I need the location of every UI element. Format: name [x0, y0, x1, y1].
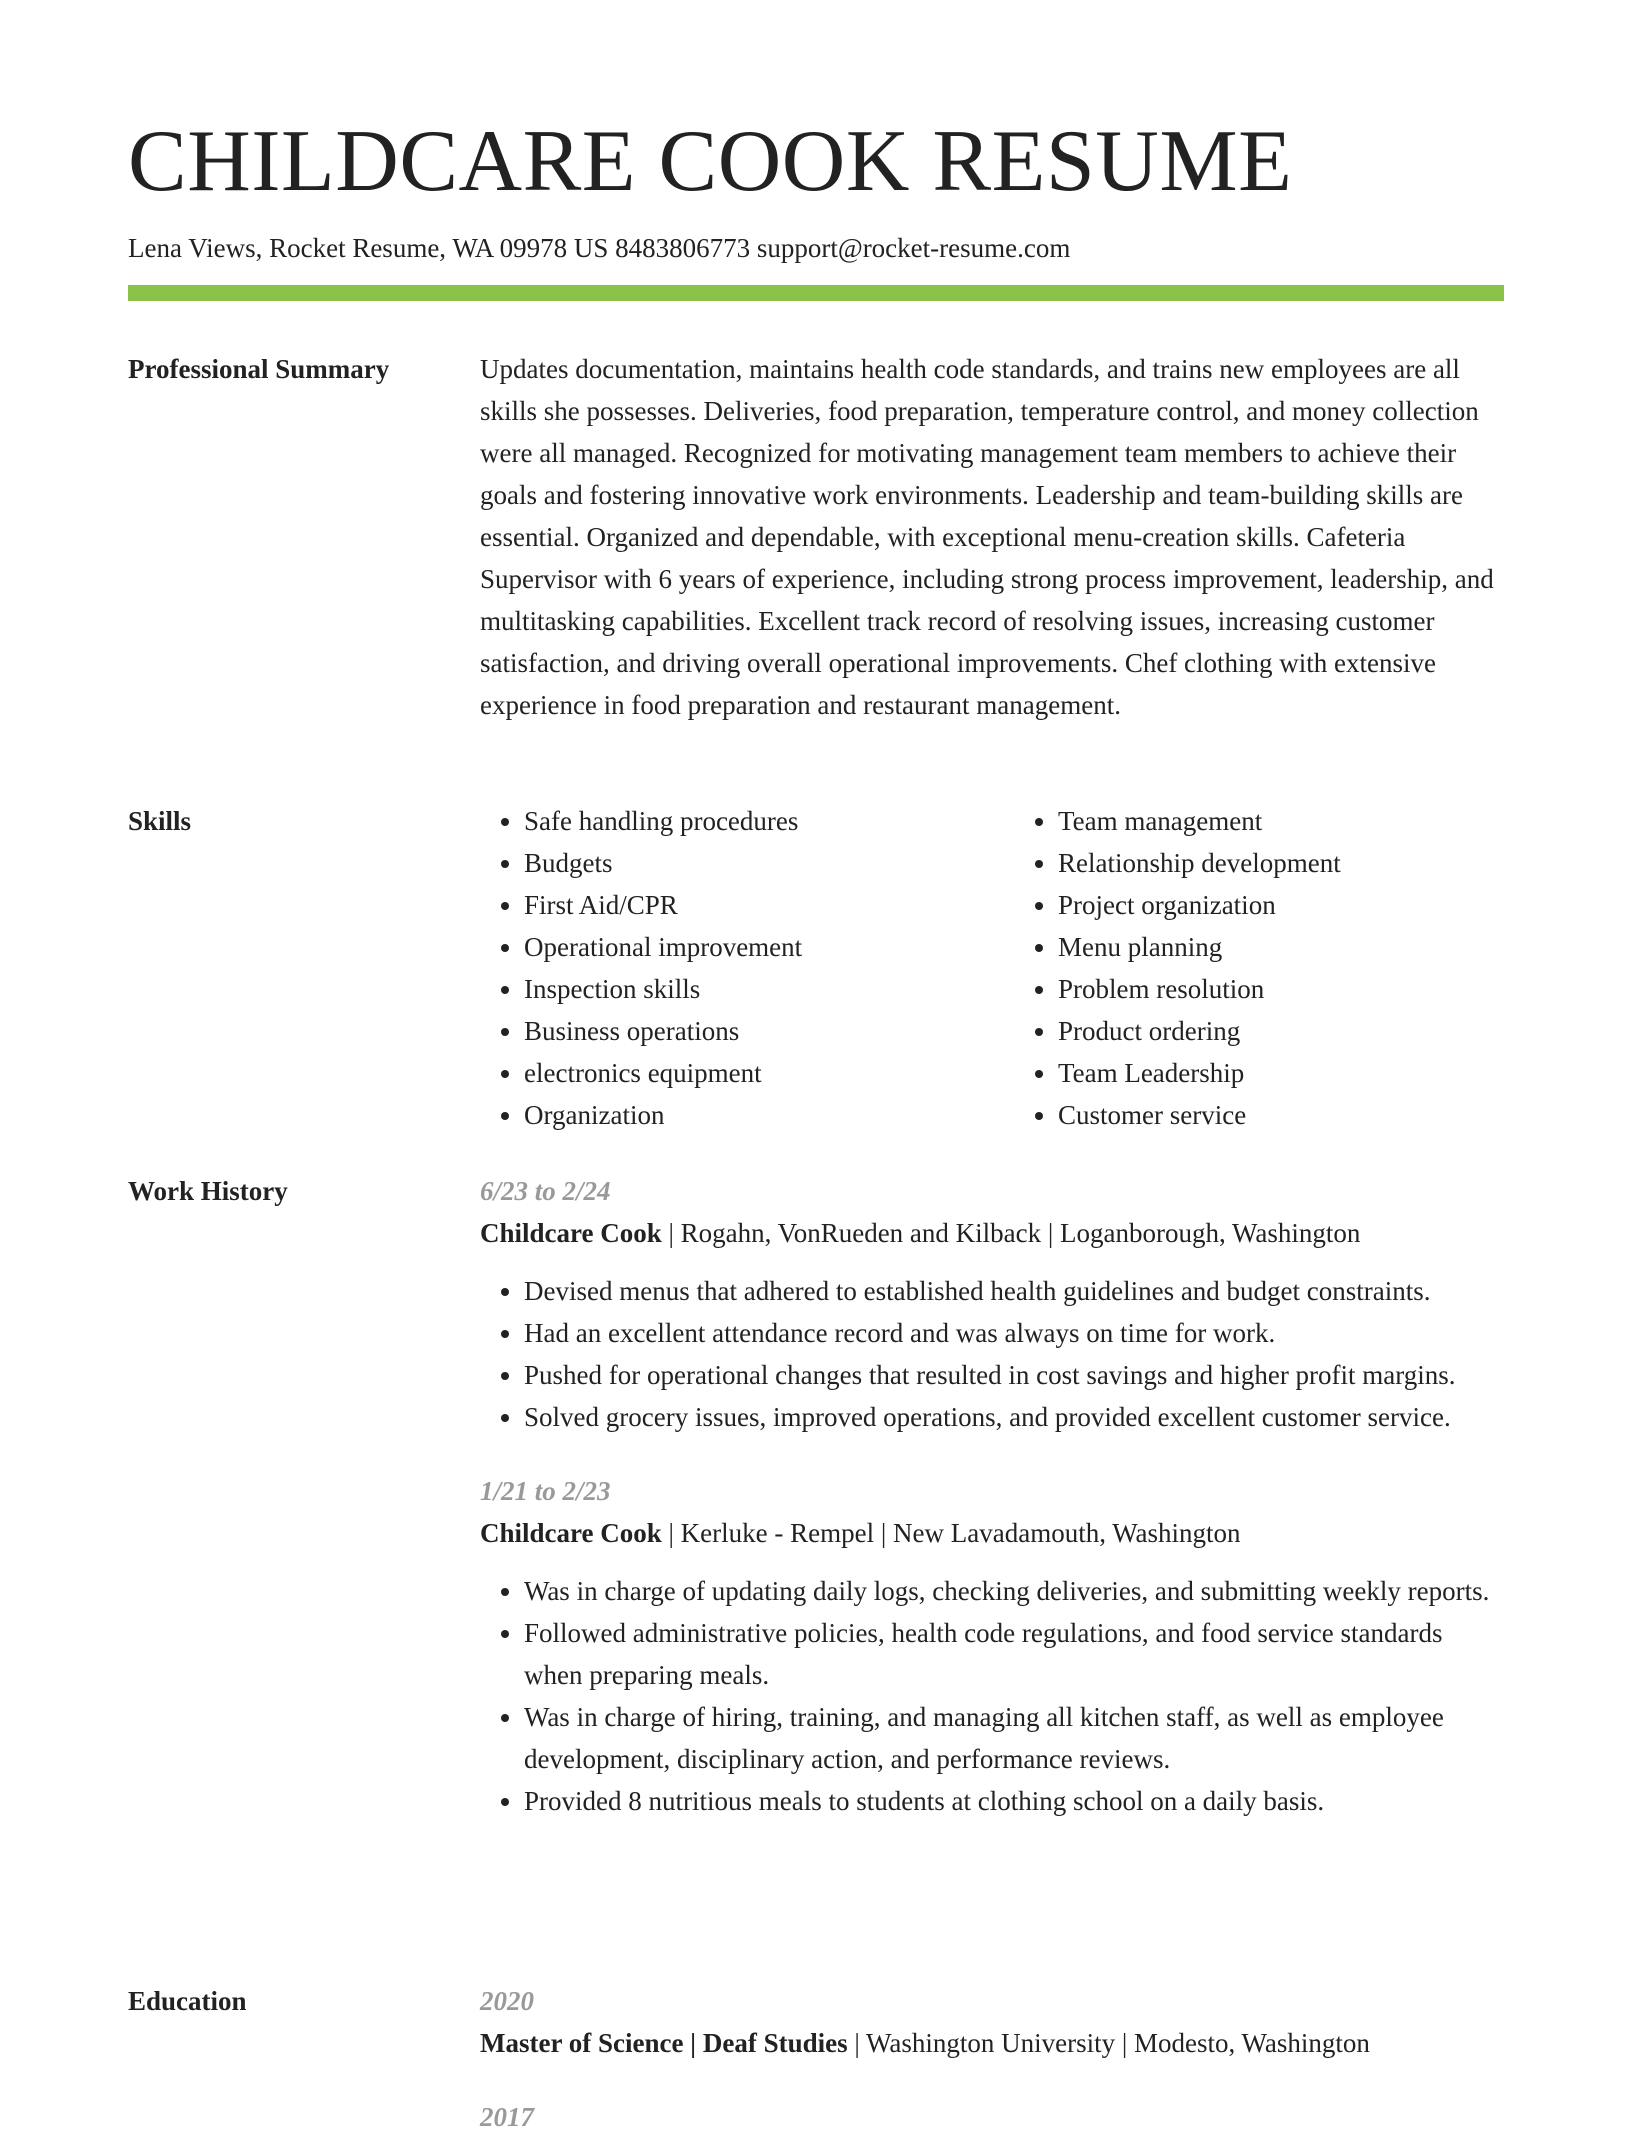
separator: | [874, 1518, 894, 1548]
degree-name: Master of Science | Deaf Studies [480, 2028, 848, 2058]
school-location: Modesto, Washington [1134, 2028, 1370, 2058]
section-label-skills: Skills [128, 806, 192, 836]
work-dates: 1/21 to 2/23 [480, 1476, 611, 1506]
school-name: Washington University [866, 2028, 1116, 2058]
section-label-summary: Professional Summary [128, 354, 390, 384]
work-entry [480, 1470, 1504, 1822]
skill-item: • Relationship development [1058, 842, 1504, 884]
work-bullets [480, 1270, 1504, 1438]
skill-item: • Organization [524, 1094, 970, 1136]
work-bullet: • Pushed for operational changes that resulted in cost savings and higher profit margins. [524, 1354, 1504, 1396]
work-entry [480, 1170, 1504, 1438]
skill-item: • Operational improvement [524, 926, 970, 968]
skill-item: • Menu planning [1058, 926, 1504, 968]
work-bullet: • Was in charge of updating daily logs, checking deliveries, and submitting weekly reports. [524, 1570, 1504, 1612]
work-bullet: • Solved grocery issues, improved operations, and provided excellent customer service. [524, 1396, 1504, 1438]
separator: | [1115, 2028, 1135, 2058]
education-year: 2017 [480, 2102, 534, 2132]
accent-divider [128, 285, 1504, 301]
work-bullet: • Followed administrative policies, health code regulations, and food service standards when preparing meals. [524, 1612, 1504, 1696]
work-bullet: • Provided 8 nutritious meals to students at clothing school on a daily basis. [524, 1780, 1504, 1822]
skill-item: • Budgets [524, 842, 970, 884]
work-heading [480, 1512, 1504, 1554]
skill-item: • Problem resolution [1058, 968, 1504, 1010]
skill-item: • Project organization [1058, 884, 1504, 926]
skill-item: • Business operations [524, 1010, 970, 1052]
skills-list-left [480, 800, 970, 1136]
skill-item: • Customer service [1058, 1094, 1504, 1136]
skill-item: • Team management [1058, 800, 1504, 842]
separator: | [1041, 1218, 1061, 1248]
section-label-work-history: Work History [128, 1176, 288, 1206]
work-bullet: • Was in charge of hiring, training, and managing all kitchen staff, as well as employee development, disciplinary action, and performance reviews. [524, 1696, 1504, 1780]
skill-item: • Product ordering [1058, 1010, 1504, 1052]
skill-item: • Team Leadership [1058, 1052, 1504, 1094]
job-location: New Lavadamouth, Washington [893, 1518, 1241, 1548]
contact-line: Lena Views, Rocket Resume, WA 09978 US 8483806773 support@rocket-resume.com [128, 233, 1071, 263]
job-title: Childcare Cook [480, 1518, 662, 1548]
skill-item: • electronics equipment [524, 1052, 970, 1094]
work-bullet: • Devised menus that adhered to established health guidelines and budget constraints. [524, 1270, 1504, 1312]
separator: | [847, 2028, 867, 2058]
job-location: Loganborough, Washington [1060, 1218, 1361, 1248]
work-heading [480, 1212, 1504, 1254]
company-name: Rogahn, VonRueden and Kilback [680, 1218, 1042, 1248]
job-title: Childcare Cook [480, 1218, 662, 1248]
work-dates: 6/23 to 2/24 [480, 1176, 611, 1206]
resume-title: CHILDCARE COOK RESUME [128, 113, 1293, 210]
separator: | [661, 1218, 681, 1248]
summary-text: Updates documentation, maintains health code standards, and trains new employees are all skills she possesses. Deliveries, food preparation, temperature control, and money collection were all managed. Recognized for motivating management team members to achieve their goals and fostering innovative work environments. Leadership and team-building skills are essential. Organized and dependable, with exceptional menu-creation skills. Cafeteria Supervisor with 6 years of experience, including strong process improvement, leadership, and multitasking capabilities. Excellent track record of resolving issues, increasing customer satisfaction, and driving overall operational improvements. Chef clothing with extensive experience in food preparation and restaurant management. [480, 354, 1494, 720]
skill-item: • Safe handling procedures [524, 800, 970, 842]
work-bullets [480, 1570, 1504, 1822]
work-bullet: • Had an excellent attendance record and was always on time for work. [524, 1312, 1504, 1354]
education-heading [480, 2022, 1504, 2064]
section-label-education: Education [128, 1986, 247, 2016]
skill-item: • Inspection skills [524, 968, 970, 1010]
education-year: 2020 [480, 1986, 534, 2016]
skill-item: • First Aid/CPR [524, 884, 970, 926]
company-name: Kerluke - Rempel [680, 1518, 875, 1548]
skills-list-right [1014, 800, 1504, 1136]
separator: | [661, 1518, 681, 1548]
